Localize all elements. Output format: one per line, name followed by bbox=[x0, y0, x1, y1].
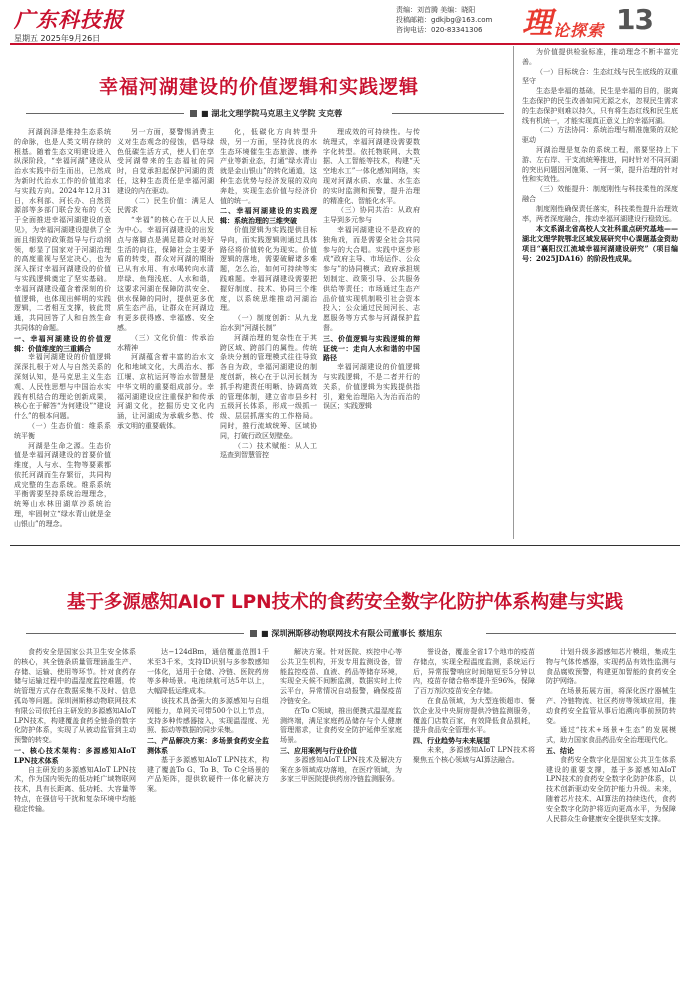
contact-phone: 咨询电话：020-83341306 bbox=[396, 26, 483, 34]
byline-rule-left bbox=[26, 113, 184, 114]
paragraph: 生态是幸福的基础，民生是幸福的目的，脱离生态保护的民生改善如同无源之水，忽视民生需求的生态保护则难以持久，只有将生态红线和民生底线有机统一，才能实现真正意义上的幸福河湖。 bbox=[522, 87, 678, 125]
paragraph: （一）生态价值：维系系统平衡 bbox=[14, 421, 111, 440]
article2-column-4 bbox=[413, 648, 535, 1003]
article-divider bbox=[10, 545, 680, 546]
paragraph: 达−124dBm，通信覆盖范围1千米至3千米，支持ID识别与多参数感知一体化，适用于仓储、冷链、医院药房等多种场景。电池续航可达5年以上，大幅降低运维成本。 bbox=[147, 648, 269, 696]
article1-byline-text: ■ 湖北文理学院马克思主义学院 支克蓉 bbox=[201, 109, 343, 118]
article2-column-5 bbox=[546, 648, 676, 1003]
paragraph: 河湖是生命之源。生态价值是幸福河湖建设的首要价值维度，人与水、生物等要素都依托河湖而生存繁衍，共同构成完整的生态系统。维系系统平衡需要坚持系统治理理念，统筹山水林田湖草沙系统治理，牢固树立“绿水青山就是金山银山”的理念。 bbox=[14, 441, 111, 528]
article1-column-5 bbox=[522, 48, 678, 538]
column-divider bbox=[513, 46, 514, 539]
article1-column-3 bbox=[220, 128, 317, 538]
paragraph: 制度刚性确保责任落实，科技柔性提升治理效率，两者深度融合，推动幸福河湖建设行稳致远。 bbox=[522, 204, 678, 223]
paragraph: 理成效的可持续性。与传统理式，幸福河湖建设需要数字化转型。依托物联网、大数据、人工智能等技术，构建“天空地水工”一体化感知网络，实现对河湖水质、水量、水生态的实时监测和预警，提升治理的精准化、智能化水平。 bbox=[323, 128, 420, 205]
paragraph: 该技术具备强大的多源感知与自组网能力，单网关可带500个以上节点，支持多种传感器接入，实现温湿度、光照、振动等数据的同步采集。 bbox=[147, 696, 269, 735]
paragraph: 在食品领域，为大型连锁超市、餐饮企业及中央厨房提供冷链监测服务，覆盖门店数百家，有效降低食品损耗，提升食品安全管理水平。 bbox=[413, 696, 535, 735]
paragraph: 解决方案。针对医院、疾控中心等公共卫生机构，开发专用监测设备，智能监控疫苗、血液、药品等储存环境，实现全天候不间断监测，数据实时上传云平台，异常情况自动报警，确保疫苗冷链安全。 bbox=[280, 648, 402, 705]
paragraph: 食药安全数字化是国家公共卫生体系建设的重要支撑，基于多源感知AIoT LPN技术的食药安全数字化防护体系，以技术创新驱动安全防护能力升级。未来，随着芯片技术、AI算法的持续迭代，食药安全数字化防护将迈向更高水平，为保障人民群众生命健康安全提供坚实支撑。 bbox=[546, 755, 676, 823]
editor-names: 责编：刘首腾 美编：晓阳 bbox=[396, 6, 476, 14]
paragraph: （三）文化价值：传承治水精神 bbox=[117, 333, 214, 352]
article2-byline-text: ■ 深圳洲斯移动物联网技术有限公司董事长 蔡旭东 bbox=[261, 629, 443, 638]
paragraph: 食药安全是国家公共卫生安全体系的核心，其全链条质量管理涵盖生产、存储、运输、使用等环节。针对食药存储与运输过程中的温湿度监控难题，传统管理方式存在数据采集不及时、信息孤岛等问题。深圳洲斯移动物联网技术有限公司依托自主研发的多源感知AIoT LPN技术，构建覆盖食药全链条的数字化防护体系，实现了从被动监管到主动预警的转变。 bbox=[14, 648, 136, 745]
article1-title: 幸福河湖建设的价值逻辑和实践逻辑 bbox=[98, 76, 419, 98]
paragraph: 计划升级多源感知芯片模组，集成生物与气体传感器，实现药品有效性监测与食品腐败预警，构建更加智能的食药安全防护网络。 bbox=[546, 648, 676, 686]
section-heading: 三、应用案例与行业价值 bbox=[280, 745, 357, 755]
byline-rule-right bbox=[392, 113, 504, 114]
paragraph: 幸福河湖建设的价值逻辑深深扎根于对人与自然关系的深刻认知，是马克思主义生态观、人民性思想与中国治水实践有机结合的理论创新成果，核心在于解答“为何建设”“建设什么”的根本问题。 bbox=[14, 353, 111, 421]
section-heading: 五、结论 bbox=[546, 745, 574, 755]
section-heading: 一、幸福河湖建设的价值逻辑：价值维度的三重耦合 bbox=[14, 333, 111, 353]
paragraph: 河湖治理是复杂的系统工程，需要坚持上下游、左右岸、干支流统筹推进，同时针对不同河湖的突出问题因河施策、一河一策，提升治理的针对性和实效性。 bbox=[522, 145, 678, 184]
paragraph: 价值逻辑为实践提供目标导向，而实践逻辑则通过具体路径将价值转化为现实。价值逻辑的落地，需要破解诸多难题，怎么治，如何可持续等实践难题。幸福河湖建设需要把握好制度、技术、协同三个维度，以系统思维推动河湖治理。 bbox=[220, 225, 317, 313]
article1-column-4 bbox=[323, 128, 420, 538]
article1-byline bbox=[190, 108, 342, 119]
paragraph: 河湖润泽是维持生态系统的命脉，也是人类文明存续的根基。随着生态文明建设进入纵深阶段，“幸福河湖”建设从治水实践中衍生而出，已然成为新时代治水工作的价值追求与实践方向。2024年12月31日，水利部、河长办、自然资源部等多部门联合发布的《关于全面推进幸福河湖建设的意见》，为幸福河湖建设提供了全面且细致的政策指导与行动纲领，彰显了国家对于河湖治理的高度重视与坚定决心，也为深入探讨幸福河湖建设的价值与实践逻辑奠定了坚实基础。幸福河湖建设蕴含着深刻的价值逻辑，也体现出鲜明的实践逻辑，二者相互支撑，彼此贯通，共同回答了人和自然生命共同体的命题。 bbox=[14, 128, 111, 332]
square-bullet-icon bbox=[250, 630, 257, 637]
section-heading: 三、价值逻辑与实践逻辑的辩证统一：走向人水和谐的中国路径 bbox=[323, 333, 420, 363]
article2-column-3 bbox=[280, 648, 402, 1003]
paragraph: 为价值提供检验标准，推动理念不断丰富完善。 bbox=[522, 48, 678, 66]
section-title: 理 bbox=[522, 6, 552, 41]
paragraph: “幸福”的核心在于以人民为中心。幸福河湖建设的出发点与落脚点是满足群众对美好生活的向往，保障社会主要矛盾的转变，群众对河湖的期盼已从有水用、有水喝转向水清岸绿、鱼翔浅底、人水和谐，这要求河湖在保障防洪安全、供水保障的同时，提供更多优质生态产品，让群众在河湖边有更多获得感、幸福感、安全感。 bbox=[117, 216, 214, 332]
newspaper-logo: 广东科技报 bbox=[14, 7, 124, 32]
paragraph: 幸福河湖建设的价值逻辑与实践逻辑，不是二者并行的关系，价值逻辑为实践提供指引，避免治理陷入为治而治的误区；实践逻辑 bbox=[323, 363, 420, 411]
paragraph: 通过“技术+场景+生态”的发展模式，助力国家食品药品安全治理现代化。 bbox=[546, 726, 676, 745]
date-line: 星期五 2025年9月26日 bbox=[14, 34, 101, 43]
section-heading: 二、产品解决方案：多场景食药安全监测体系 bbox=[147, 736, 269, 755]
paragraph: （一）制度创新：从九龙治水到“河湖长制” bbox=[220, 314, 317, 332]
paragraph: 誉设备，覆盖全省17个地市的疫苗存储点，实现全程温度监测，系统运行后，异常报警响应时间缩短至5分钟以内，疫苗存储合格率提升至96%，保障了百万剂次疫苗安全存储。 bbox=[413, 648, 535, 696]
square-bullet-icon bbox=[190, 110, 197, 117]
article2-title: 基于多源感知AIoT LPN技术的食药安全数字化防护体系构建与实践 bbox=[66, 592, 624, 613]
paragraph: （二）方法协同：系统治理与精准施策的双轮驱动 bbox=[522, 126, 678, 145]
paragraph: （三）效能提升：制度刚性与科技柔性的深度融合 bbox=[522, 185, 678, 203]
submission-email: 投稿邮箱：gdkjbg@163.com bbox=[396, 16, 493, 24]
paragraph: 幸福河湖建设不是政府的独角戏，而是需要全社会共同参与的大合唱。实践中逐步形成“政府主导、市场运作、公众参与”的协同模式；政府承担规划制定、政策引导、公共服务供给等责任；市场通过生态产品价值实现机制吸引社会资本投入；公众通过民间河长、志愿服务等方式参与河湖保护监督。 bbox=[323, 225, 420, 332]
paragraph: （二）民生价值：满足人民需求 bbox=[117, 196, 214, 215]
byline-rule-left bbox=[26, 633, 244, 634]
editor-info bbox=[396, 5, 492, 35]
article2-column-1 bbox=[14, 648, 136, 1003]
section-heading: 四、行业趋势与未来展望 bbox=[413, 736, 490, 746]
paragraph: （三）协同共治：从政府主导到多元参与 bbox=[323, 206, 420, 225]
paragraph: （一）目标统合：生态红线与民生底线的双重坚守 bbox=[522, 67, 678, 86]
paragraph: （二）技术赋能：从人工巡查到智慧管控 bbox=[220, 441, 317, 460]
section-subtitle: 论探索 bbox=[553, 20, 605, 40]
paragraph: 在To C领域，推出便携式温湿度监测终端，满足家庭药品储存与个人健康管理需求，让食药安全防护延伸至家庭场景。 bbox=[280, 706, 402, 745]
section-heading: 二、幸福河湖建设的实践逻辑：系统治理的三维突破 bbox=[220, 206, 317, 226]
paragraph: 河湖蕴含着丰富的治水文化和地域文化，大禹治水、都江堰、京杭运河等治水智慧是中华文明的重要组成部分。幸福河湖建设应注重保护和传承河湖文化，挖掘历史文化内涵，让河湖成为承载乡愁、传承文明的重要载体。 bbox=[117, 353, 214, 430]
article1-column-1 bbox=[14, 128, 111, 538]
article2-column-2 bbox=[147, 648, 269, 1003]
paragraph: 另一方面，要警惕消费主义对生态观念的侵蚀，倡导绿色低碳生活方式，使人们在享受河湖带来的生态福祉的同时，自觉承担起保护河湖的责任，这种生态责任是幸福河湖建设的内在驱动。 bbox=[117, 128, 214, 195]
page-number: 13 bbox=[616, 3, 653, 36]
paragraph: 本文系湖北省高校人文社科重点研究基地——湖北文理学院鄂北区域发展研究中心课题基金资助项目“襄阳汉江流域幸福河湖建设研究”（项目编号：2025JDA16）的阶段性成果。 bbox=[522, 224, 678, 263]
paragraph: 在场景拓展方面，将深化医疗器械生产、冷链物流、社区药房等领域应用，推动食药安全监管从事后追溯向事前预防转变。 bbox=[546, 687, 676, 725]
paragraph: 基于多源感知AIoT LPN技术，构建了覆盖To G、To B、To C全场景的产品矩阵，提供软硬件一体化解决方案。 bbox=[147, 755, 269, 794]
section-banner bbox=[522, 2, 604, 46]
paragraph: 化，低碳化方向转型升级，另一方面，坚持优良的水生态环境催生生态旅游、康养产业等新业态，打通“绿水青山就是金山银山”的转化通道，这种生态优势与经济发展的双向奔赴，实现生态价值与经济价值的统一。 bbox=[220, 128, 317, 205]
paragraph: 多源感知AIoT LPN技术及解决方案在多领域成功落地，在医疗领域，为多家三甲医院提供药房冷链监测服务。 bbox=[280, 755, 402, 784]
paragraph: 河湖治理的复杂性在于其跨区域、跨部门的属性。传统条块分割的管理模式往往导致各自为政，幸福河湖建设的制度创新，核心在于以河长制为抓手构建责任明晰、协调高效的管理体制，建立省市县乡村五级河长体系，形成一级抓一级、层层抓落实的工作格局。同时，推行流域统筹、区域协同，打破行政区划壁垒。 bbox=[220, 333, 317, 440]
paragraph: 未来，多源感知AIoT LPN技术将聚焦五个核心领域与AI算法融合。 bbox=[413, 745, 535, 764]
article2-byline bbox=[250, 628, 442, 639]
article1-column-2 bbox=[117, 128, 214, 538]
section-heading: 一、核心技术架构：多源感知AIoT LPN技术体系 bbox=[14, 745, 136, 765]
masthead-rule bbox=[10, 43, 680, 45]
byline-rule-right bbox=[486, 633, 676, 634]
paragraph: 自主研发的多源感知AIoT LPN技术，作为国内领先的低功耗广域物联网技术，具有长距离、低功耗、大容量等特点，在强信号干扰和复杂环境中均能稳定传输。 bbox=[14, 765, 136, 813]
